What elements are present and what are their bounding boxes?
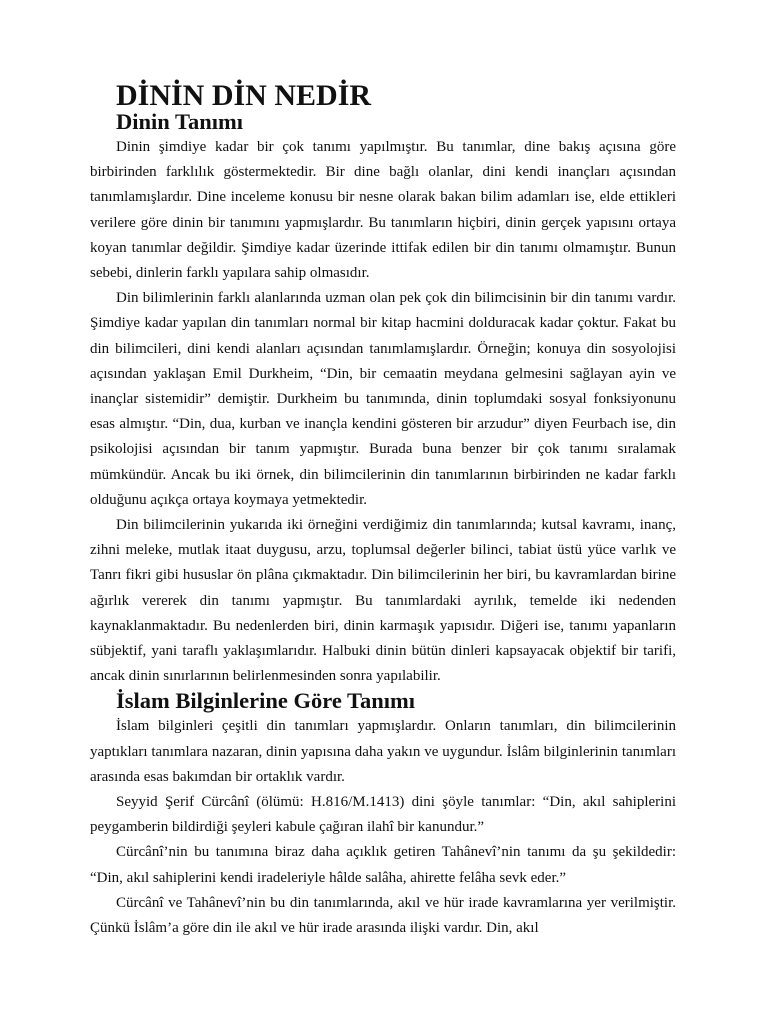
paragraph: Din bilimlerinin farklı alanlarında uzman olan pek çok din bilimcisinin bir din tanımı vardır. Şimdiye kadar yapılan din tanımları normal bir kitap hacmini dolduracak kadar çoktur. Fakat bu din bilimcileri, dini kendi alanları açısından tanımlamışlardır. Örneğin; konuya din sosyolojisi açısından yaklaşan Emil Durkheim, “Din, bir cemaatin meydana gelmesini sağlayan ayin ve inançlar sistemidir” demiştir. Durkheim bu tanımında, dinin toplumdaki sosyal fonksiyonunu esas almıştır. “Din, dua, kurban ve inançla kendini gösteren bir arzudur” diyen Feurbach ise, din psikolojisi açısından bir tanım yapmıştır. Burada buna benzer bir çok tanımı sıralamak mümkündür. Ancak bu iki örnek, din bilimcilerinin din tanımlarının birbirinden ne kadar farklı olduğunu açıkça ortaya koymaya yetmektedir. bbox=[90, 290, 676, 508]
paragraph: İslam bilginleri çeşitli din tanımları yapmışlardır. Onların tanımları, din bilimcilerinin yaptıkları tanımlara nazaran, dinin yapısına daha yakın ve uygundur. İslâm bilginlerinin tanımları arasında esas bakımdan bir ortaklık vardır. bbox=[90, 718, 676, 785]
document-title: DİNİN DİN NEDİR bbox=[116, 79, 372, 112]
paragraph: Dinin şimdiye kadar bir çok tanımı yapılmıştır. Bu tanımlar, dine bakış açısına göre birbirinden farklılık göstermektedir. Bir dine bağlı olanlar, dini kendi inançları açısından tanımlamışlardır. Dine inceleme konusu bir nesne olarak bakan bilim adamları ise, elde ettikleri verilere göre dinin bir tanımını yapmışlardır. Bu tanımların hiçbiri, dinin gerçek yapısını ortaya koyan tanımlar değildir. Şimdiye kadar üzerinde ittifak edilen bir din tanımı olmamıştır. Bunun sebebi, dinlerin farklı yapılara sahip olmasıdır. bbox=[90, 139, 676, 282]
document-page bbox=[90, 79, 676, 941]
paragraph: Seyyid Şerif Cürcânî (ölümü: H.816/M.1413) dini şöyle tanımlar: “Din, akıl sahiplerini peygamberin bildirdiği şeyleri kabule çağıran ilahî bir kanundur.” bbox=[90, 794, 676, 836]
paragraph: Din bilimcilerinin yukarıda iki örneğini verdiğimiz din tanımlarında; kutsal kavramı, inanç, zihni meleke, mutlak itaat duygusu, arzu, toplumsal değerler bilinci, tabiat üstü yüce varlık ve Tanrı fikri gibi hususlar ön plâna çıkmaktadır. Din bilimcilerinin her biri, bu kavramlardan birine ağırlık vererek din tanımı yapmıştır. Bu tanımlardaki ayrılık, temelde iki nedenden kaynaklanmaktadır. Bu nedenlerden biri, dinin karmaşık yapısıdır. Diğeri ise, tanımı yapanların sübjektif, yani taraflı yaklaşımlarıdır. Halbuki dinin bütün dinleri kapsayacak objektif bir tarifi, ancak dinin sınırlarının belirlenmesinden sonra yapılabilir. bbox=[90, 517, 676, 685]
paragraph: Cürcânî ve Tahânevî’nin bu din tanımlarında, akıl ve hür irade kavramlarına yer verilmiştir. Çünkü İslâm’a göre din ile akıl ve hür irade arasında ilişki vardır. Din, akıl bbox=[90, 894, 676, 937]
section-heading-islam-bilginleri: İslam Bilginlerine Göre Tanımı bbox=[116, 688, 415, 714]
section-heading-dinin-tanimi: Dinin Tanımı bbox=[116, 109, 243, 134]
paragraph: Cürcânî’nin bu tanımına biraz daha açıklık getiren Tahânevî’nin tanımı da şu şekildedir: “Din, akıl sahiplerini kendi iradeleriyle hâlde salâha, ahirette felâha sevk eder.” bbox=[90, 844, 676, 886]
